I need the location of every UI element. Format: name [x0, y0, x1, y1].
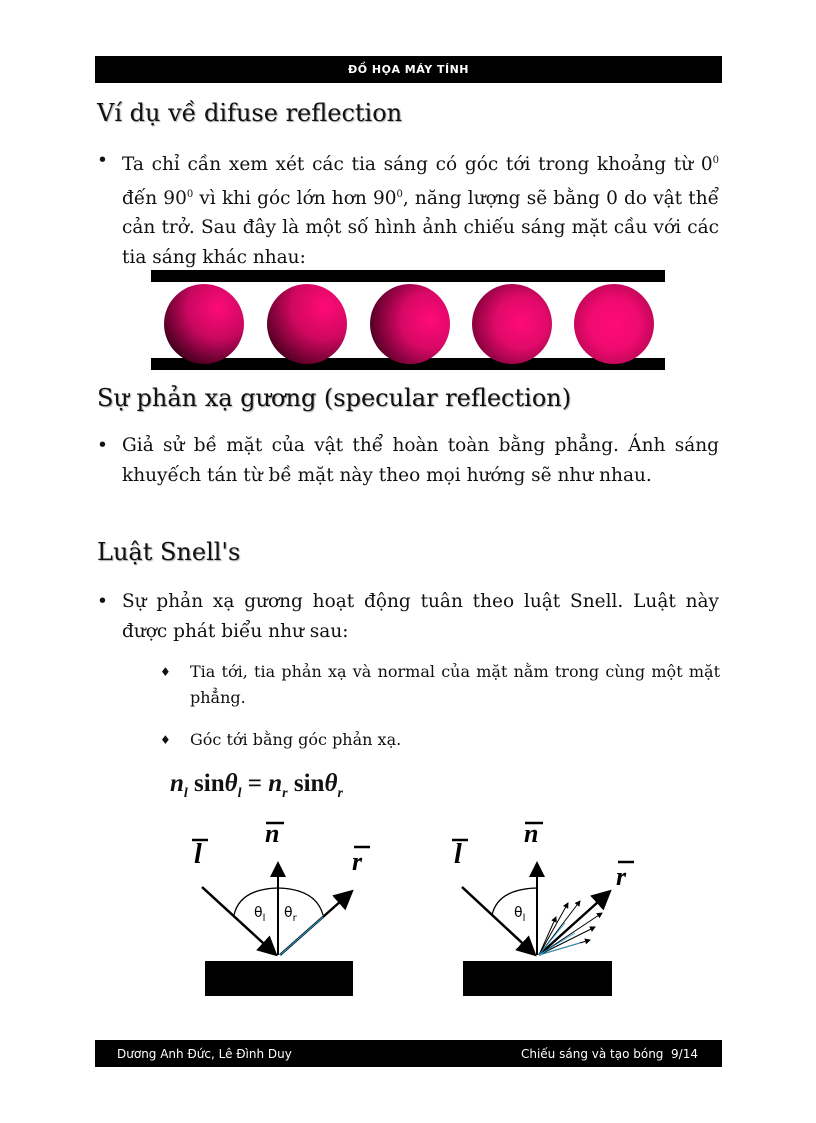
sphere-5 [574, 284, 654, 364]
page-footer [95, 1040, 722, 1067]
section-heading-diffuse: Ví dụ về difuse reflection [97, 99, 403, 127]
bullet-icon: • [97, 435, 108, 456]
paragraph-specular [97, 431, 719, 490]
reflected-label: r [352, 847, 363, 876]
theta-l-label: $\theta_l$ [514, 905, 526, 924]
paragraph-diffuse [97, 146, 719, 272]
theta-l-label: $\theta_l$ [254, 905, 266, 924]
incident-label: l [194, 839, 202, 870]
sub-item-1: ♦ Tia tới, tia phản xạ và normal của mặt nằm trong cùng một mặt phẳng. [160, 659, 720, 711]
normal-label: n [265, 819, 280, 848]
paragraph-snell [97, 587, 719, 646]
normal-label: n [524, 819, 539, 848]
diamond-bullet-icon: ♦ [160, 733, 171, 747]
sphere-1 [164, 284, 244, 364]
paragraph-text: Ta chỉ cần xem xét các tia sáng có góc tới trong khoảng từ $0^0$ đến $90^0$ vì khi góc lớn hơn $90^0$, năng lượng sẽ bằng 0 do vật thể cản trở. Sau đây là một số hình ảnh chiếu sáng mặt cầu với các tia sáng khác nhau: [122, 154, 720, 268]
specular-diagram-glossy [440, 815, 650, 965]
header-title: ĐỒ HỌA MÁY TÍNH [347, 63, 469, 76]
diamond-bullet-icon: ♦ [160, 665, 171, 679]
incident-label: l [454, 839, 462, 870]
sub-item-2: ♦ Góc tới bằng góc phản xạ. [160, 727, 720, 753]
page-header [95, 56, 722, 83]
sphere-2 [267, 284, 347, 364]
sphere-3 [370, 284, 450, 364]
bullet-icon: • [97, 150, 108, 171]
theta-r-label: $\theta_r$ [284, 905, 297, 924]
sphere-4 [472, 284, 552, 364]
paragraph-text: Sự phản xạ gương hoạt động tuân theo luật Snell. Luật này được phát biểu như sau: [122, 591, 719, 642]
snell-formula: $n_l$ $\sin\theta_l = n_r$ sinθ$_r$ [170, 770, 343, 801]
specular-diagram-ideal [180, 815, 380, 965]
section-heading-snell: Luật Snell's [97, 538, 241, 566]
surface-block-left [205, 961, 353, 996]
surface-block-right [463, 961, 612, 996]
reflected-label: r [616, 862, 627, 891]
section-heading-specular: Sự phản xạ gương (specular reflection) [97, 384, 572, 412]
bullet-icon: • [97, 591, 108, 612]
footer-chapter-page: Chiếu sáng và tạo bóng 9/14 [520, 1046, 698, 1061]
reflected-arrow-icon [539, 893, 608, 955]
paragraph-text: Giả sử bề mặt của vật thể hoàn toàn bằng phẳng. Ánh sáng khuyếch tán từ bề mặt này theo mọi hướng sẽ như nhau. [122, 435, 719, 486]
footer-authors: Dương Anh Đức, Lê Đình Duy [117, 1046, 292, 1061]
figure-top-bar [151, 270, 665, 282]
